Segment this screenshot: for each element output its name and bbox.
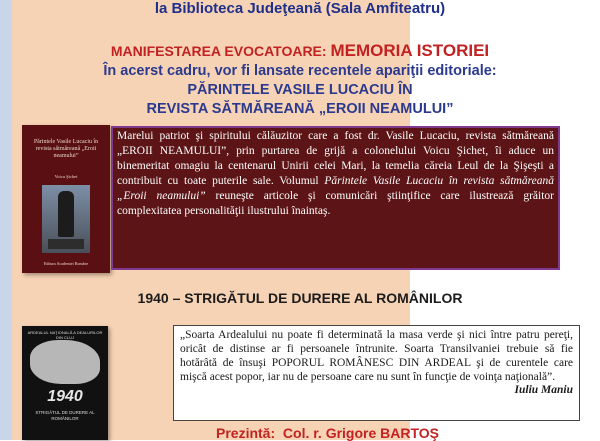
book-cover-publisher: Editura Academiei Române xyxy=(43,261,89,266)
venue-line: la Biblioteca Judeţeană (Sala Amfiteatru) xyxy=(154,0,446,17)
event-heading xyxy=(0,41,600,61)
book2-header: ARDEALUL NAŢIONALĂ A DEALURILOR DIN CLUJ xyxy=(27,330,103,340)
event-heading-prefix: MANIFESTAREA EVOCATOARE: xyxy=(110,43,331,59)
quote-author: Iuliu Maniu xyxy=(514,384,573,396)
statue-base xyxy=(48,239,84,249)
presenter-name: Col. r. Grigore BARTOŞ xyxy=(282,425,440,441)
event-title: MEMORIA ISTORIEI xyxy=(330,41,490,60)
monument-image xyxy=(42,185,90,253)
description-text-2: reuneşte articole şi comunicări ştiinţifice care ilustrează grăitor complexitatea personalităţii ilustrului înaintaş. xyxy=(117,190,554,217)
statue-shape xyxy=(58,191,74,237)
book-title-line-1: PĂRINTELE VASILE LUCACIU ÎN xyxy=(187,82,413,98)
map-silhouette xyxy=(30,340,100,384)
book-cover-author: Voicu Şichet xyxy=(54,174,78,179)
book-description-panel xyxy=(111,126,560,270)
book2-year: 1940 xyxy=(47,388,83,405)
presenter-line xyxy=(216,425,439,441)
launch-intro: În acerst cadru, vor fi lansate recentele apariţii editoriale: xyxy=(103,63,497,79)
book-cover-1940 xyxy=(22,326,108,440)
quote-text: „Soarta Ardealului nu poate fi determinată la masa verde şi nici între patru pereţi, oricât de distinse ar fi persoanele întrunite. Soarta Transilvaniei trebuie să fie hotărâtă de însuşi POPORUL ROMÂNESC DIN ARDEAL şi de curentele care mişcă acest popor, iar nu de persoane care nu sunt în funcţie de voinţa naţională”. xyxy=(180,329,573,383)
book-cover-lucaciu xyxy=(22,125,110,273)
section-title-1940: 1940 – STRIGĂTUL DE DURERE AL ROMÂNILOR xyxy=(137,290,463,306)
book-title-line-2: REVISTA SĂTMĂREANĂ „EROII NEAMULUI” xyxy=(146,101,454,117)
maniu-quote-box xyxy=(173,325,580,421)
book-cover-title: Părintele Vasile Lucaciu în revista sătmăreană „Eroii neamului” xyxy=(33,139,99,159)
description-text-1: Marelui patriot şi spiritului călăuzitor care a fost dr. Vasile Lucaciu, revista sătmăreană „EROII NEAMULUI”, prin purtarea de grijă a colonelului Voicu Şichet, îi aduce un binemeritat omagiu la centenarul Unirii celei Mari, la temelia căreia Leul de la Şişeşti a contribuit cu toate puterile sale. Volumul xyxy=(117,130,554,187)
presenter-label: Prezintă: xyxy=(216,425,276,441)
book2-subtitle: STRIGĂTUL DE DURERE AL ROMÂNILOR xyxy=(35,410,95,421)
description-italic-title: Părintele Vasile Lucaciu în revista sătmăreană „Eroii neamului” xyxy=(117,175,554,202)
